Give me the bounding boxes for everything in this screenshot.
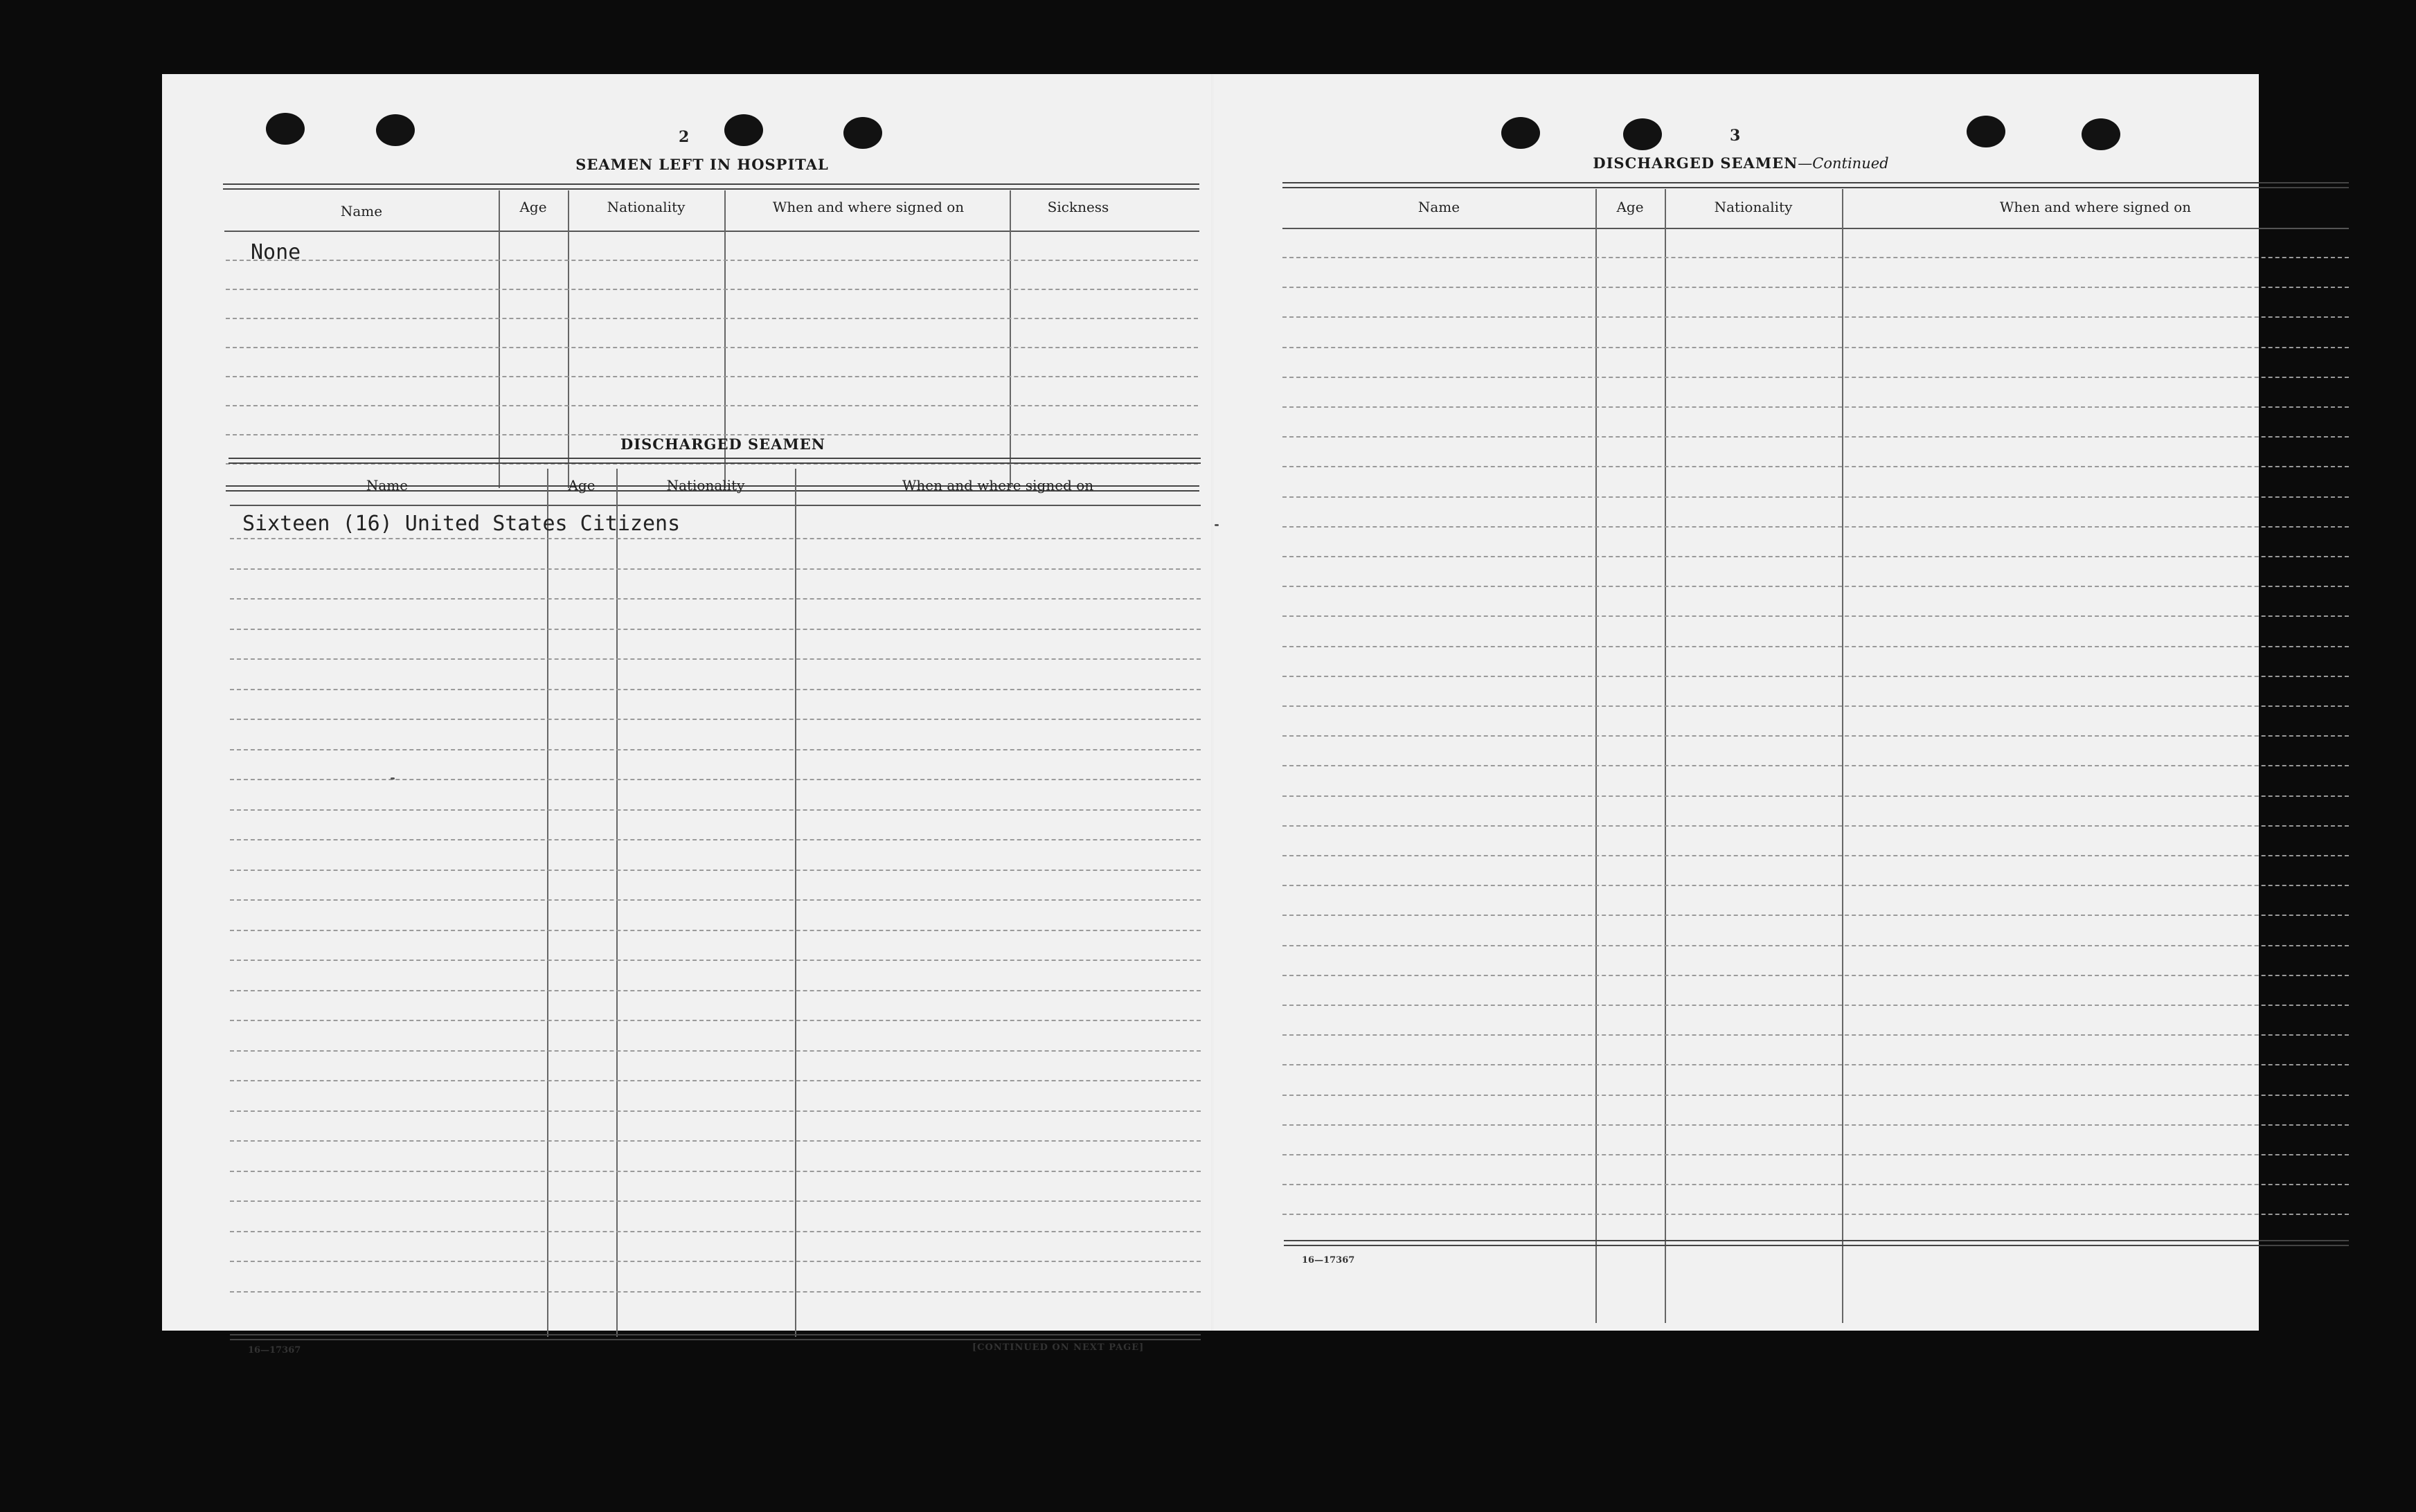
punch-hole: [1623, 118, 1662, 150]
ruled-row-line: [1282, 586, 2349, 587]
ruled-row-line: [230, 658, 1201, 660]
ruled-row-line: [230, 1020, 1201, 1021]
hospital-col-name: Name: [340, 203, 383, 219]
continued-note: [CONTINUED ON NEXT PAGE]: [972, 1342, 1145, 1353]
ruled-row-line: [1282, 855, 2349, 856]
ruled-row-line: [1282, 1154, 2349, 1155]
ruled-row-line: [230, 538, 1201, 539]
discharged-col-signed-on: When and where signed on: [902, 477, 1094, 494]
ruled-row-line: [1282, 406, 2349, 408]
hospital-section-title: SEAMEN LEFT IN HOSPITAL: [575, 156, 829, 173]
hospital-col-divider: [1010, 190, 1011, 488]
ruled-row-line: [1282, 1034, 2349, 1036]
ruled-row-line: [1282, 765, 2349, 766]
discharged-col-age: Age: [568, 477, 596, 494]
ruled-row-line: [1282, 885, 2349, 886]
ruled-row-line: [230, 839, 1201, 840]
discharged-top-rule: [229, 458, 1201, 464]
punch-hole: [843, 117, 882, 149]
scan-speck: [391, 777, 395, 780]
ruled-row-line: [1282, 556, 2349, 557]
ruled-row-line: [230, 689, 1201, 690]
ruled-row-line: [1282, 1184, 2349, 1185]
ruled-row-line: [230, 1291, 1201, 1293]
discharged-bottom-rule: [230, 1334, 1201, 1340]
form-number-left: 16—17367: [248, 1345, 301, 1356]
hospital-row-line: [226, 347, 1198, 348]
punch-hole: [376, 114, 415, 146]
hospital-col-age: Age: [519, 199, 547, 215]
right-section-title: [1540, 154, 1942, 172]
hospital-row-line: [226, 260, 1198, 261]
ruled-row-line: [230, 1080, 1201, 1081]
ruled-row-line: [1282, 316, 2349, 318]
discharged-entry: Sixteen (16) United States Citizens: [242, 512, 681, 536]
ruled-row-line: [230, 1261, 1201, 1262]
page-number-right: 3: [1730, 127, 1741, 145]
right-col-signed-on: When and where signed on: [1999, 199, 2192, 215]
ruled-row-line: [230, 779, 1201, 780]
hospital-row-line: [226, 289, 1198, 290]
hospital-col-signed-on: When and where signed on: [772, 199, 965, 215]
punch-hole: [1967, 116, 2005, 147]
hospital-row-line: [226, 405, 1198, 406]
right-col-nationality: Nationality: [1714, 199, 1793, 215]
right-col-divider: [1842, 189, 1843, 1323]
ruled-row-line: [230, 1231, 1201, 1232]
right-top-rule: [1282, 182, 2349, 188]
page-number-left: 2: [679, 128, 690, 146]
right-title-continued: —Continued: [1798, 155, 1889, 172]
hospital-col-nationality: Nationality: [607, 199, 686, 215]
discharged-section-title: DISCHARGED SEAMEN: [620, 435, 825, 453]
punch-hole: [266, 113, 305, 145]
center-fold: [1211, 74, 1213, 1331]
ruled-row-line: [1282, 1064, 2349, 1065]
ruled-row-line: [230, 598, 1201, 600]
hospital-entry: None: [251, 240, 301, 264]
form-sheet: [162, 74, 2259, 1356]
ruled-row-line: [230, 1140, 1201, 1142]
ruled-row-line: [1282, 676, 2349, 677]
ruled-row-line: [1282, 1005, 2349, 1006]
ruled-row-line: [230, 960, 1201, 961]
ruled-row-line: [230, 870, 1201, 871]
right-title-text: DISCHARGED SEAMEN: [1593, 154, 1798, 172]
punch-hole: [724, 114, 763, 146]
ruled-row-line: [230, 809, 1201, 811]
form-number-right: 16—17367: [1302, 1255, 1355, 1266]
ruled-row-line: [1282, 615, 2349, 617]
ruled-row-line: [230, 749, 1201, 750]
punch-hole: [2082, 118, 2120, 150]
discharged-col-nationality: Nationality: [666, 477, 745, 494]
ruled-row-line: [1282, 915, 2349, 916]
right-header-rule: [1282, 228, 2349, 229]
ruled-row-line: [1282, 1214, 2349, 1215]
ruled-row-line: [1282, 646, 2349, 647]
ruled-row-line: [1282, 496, 2349, 498]
ruled-row-line: [1282, 825, 2349, 827]
punch-hole: [1501, 117, 1540, 149]
discharged-header-rule: [230, 505, 1201, 506]
hospital-col-sickness: Sickness: [1047, 199, 1109, 215]
ruled-row-line: [1282, 347, 2349, 348]
ruled-row-line: [1282, 975, 2349, 976]
ruled-row-line: [230, 1110, 1201, 1112]
right-col-age: Age: [1616, 199, 1644, 215]
hospital-row-line: [226, 376, 1198, 377]
hospital-header-rule: [224, 231, 1199, 232]
ruled-row-line: [1282, 1095, 2349, 1096]
ruled-row-line: [1282, 705, 2349, 707]
ruled-row-line: [230, 1050, 1201, 1052]
ruled-row-line: [1282, 526, 2349, 528]
right-bottom-rule: [1284, 1240, 2349, 1246]
ruled-row-line: [230, 629, 1201, 630]
scan-speck: [1215, 524, 1219, 526]
ruled-row-line: [230, 990, 1201, 991]
right-col-divider: [1595, 189, 1597, 1323]
right-col-divider: [1665, 189, 1666, 1323]
ruled-row-line: [230, 899, 1201, 901]
ruled-row-line: [230, 568, 1201, 570]
right-col-name: Name: [1417, 199, 1460, 215]
ruled-row-line: [1282, 466, 2349, 467]
ruled-row-line: [1282, 735, 2349, 737]
ruled-row-line: [1282, 257, 2349, 258]
discharged-col-name: Name: [366, 477, 409, 494]
ruled-row-line: [1282, 287, 2349, 288]
ruled-row-line: [1282, 377, 2349, 378]
hospital-row-line: [226, 318, 1198, 319]
hospital-top-rule: [223, 183, 1199, 190]
ruled-row-line: [1282, 1124, 2349, 1126]
ruled-row-line: [230, 1171, 1201, 1172]
ruled-row-line: [1282, 945, 2349, 946]
ruled-row-line: [1282, 436, 2349, 438]
ruled-row-line: [230, 719, 1201, 720]
ruled-row-line: [230, 930, 1201, 931]
ruled-row-line: [1282, 795, 2349, 797]
ruled-row-line: [230, 1200, 1201, 1202]
